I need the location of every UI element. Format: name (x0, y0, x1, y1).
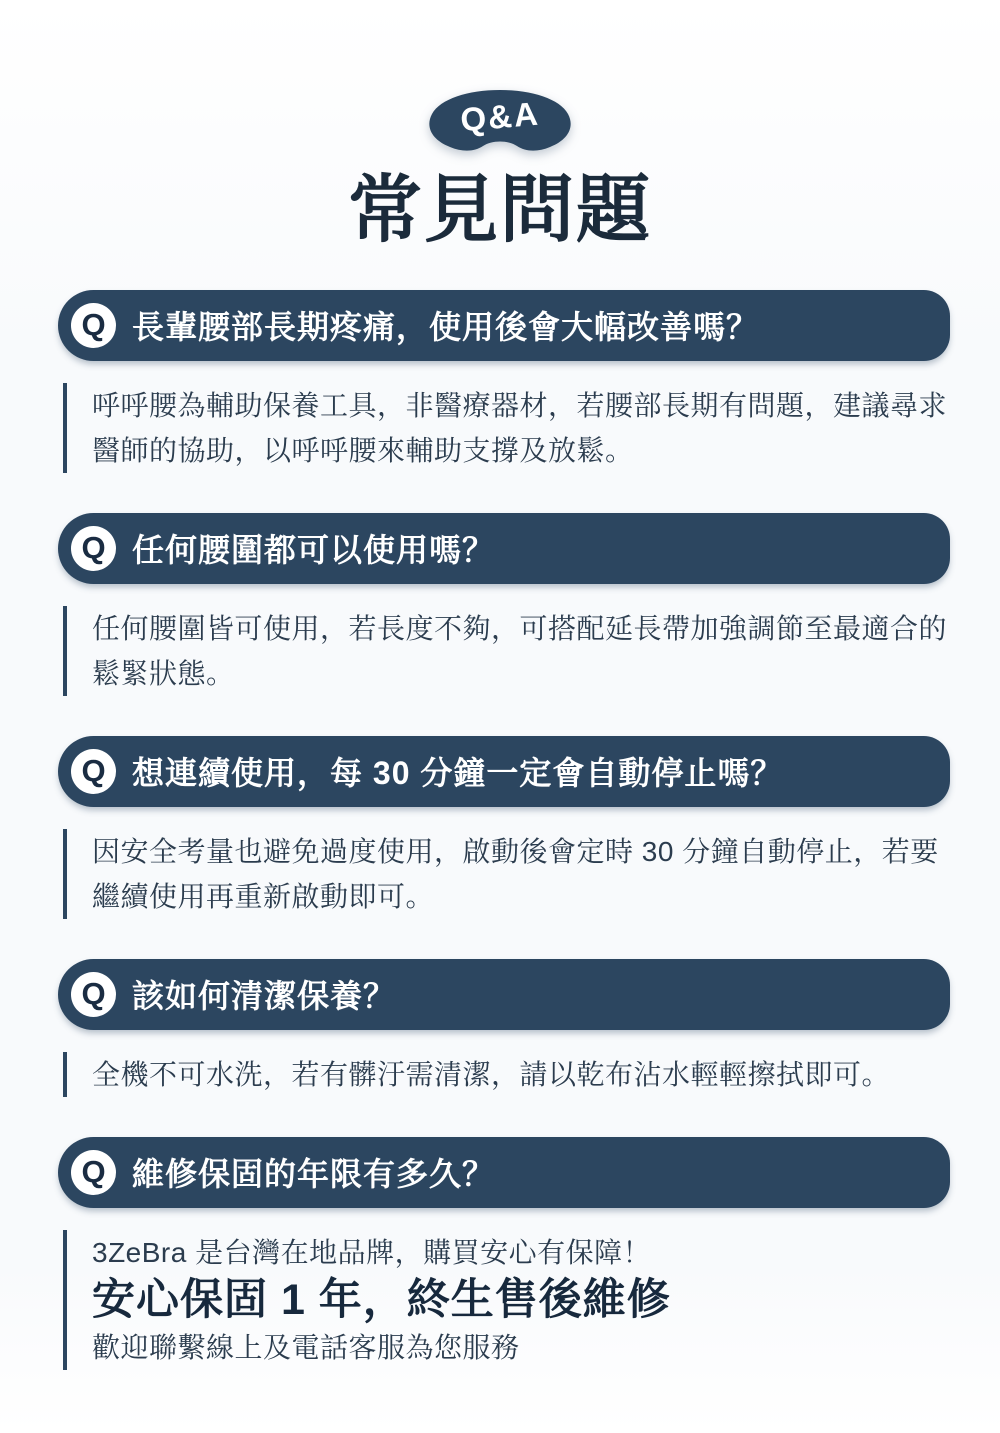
page-title: 常見問題 (348, 168, 652, 251)
answer-text: 呼呼腰為輔助保養工具，非醫療器材，若腰部長期有問題，建議尋求醫師的協助，以呼呼腰來輔助支撐及放鬆。 (92, 390, 948, 466)
faq-header (0, 0, 1000, 252)
answer-highlight-text: 安心保固 1 年，終生售後維修 (92, 1276, 671, 1324)
faq-item-3 (58, 736, 950, 919)
answer-intro-text: 3ZeBra 是台灣在地品牌，購買安心有保障！ (92, 1237, 652, 1268)
q-marker-icon: Q (71, 749, 116, 794)
answer-text: 全機不可水洗，若有髒汙需清潔，請以乾布沾水輕輕擦拭即可。 (92, 1059, 891, 1090)
question-text: 想連續使用，每 30 分鐘一定會自動停止嗎？ (132, 754, 784, 791)
qa-badge (423, 88, 577, 154)
question-bar (58, 959, 950, 1030)
question-text: 維修保固的年限有多久？ (132, 1155, 496, 1192)
qa-badge-label: Q&A (458, 94, 542, 139)
faq-item-1 (58, 290, 950, 473)
question-text: 長輩腰部長期疼痛，使用後會大幅改善嗎？ (132, 308, 760, 345)
question-bar (58, 513, 950, 584)
question-bar (58, 1137, 950, 1208)
faq-item-2 (58, 513, 950, 696)
q-marker-icon: Q (71, 303, 116, 348)
question-text: 該如何清潔保養？ (132, 977, 397, 1014)
faq-list (58, 290, 950, 1370)
answer-block (63, 1052, 950, 1097)
question-text: 任何腰圍都可以使用嗎？ (132, 531, 496, 568)
question-bar (58, 736, 950, 807)
answer-block (63, 829, 950, 919)
answer-block (63, 383, 950, 473)
faq-item-5 (58, 1137, 950, 1370)
q-marker-icon: Q (71, 1150, 116, 1195)
question-bar (58, 290, 950, 361)
answer-text: 因安全考量也避免過度使用，啟動後會定時 30 分鐘自動停止，若要繼續使用再重新啟動即可。 (92, 836, 939, 912)
answer-block (63, 606, 950, 696)
q-marker-icon: Q (71, 972, 116, 1017)
faq-item-4 (58, 959, 950, 1097)
answer-text: 任何腰圍皆可使用，若長度不夠，可搭配延長帶加強調節至最適合的鬆緊狀態。 (92, 613, 948, 689)
q-marker-icon: Q (71, 526, 116, 571)
answer-block (63, 1230, 950, 1370)
answer-note-text: 歡迎聯繫線上及電話客服為您服務 (92, 1332, 520, 1363)
